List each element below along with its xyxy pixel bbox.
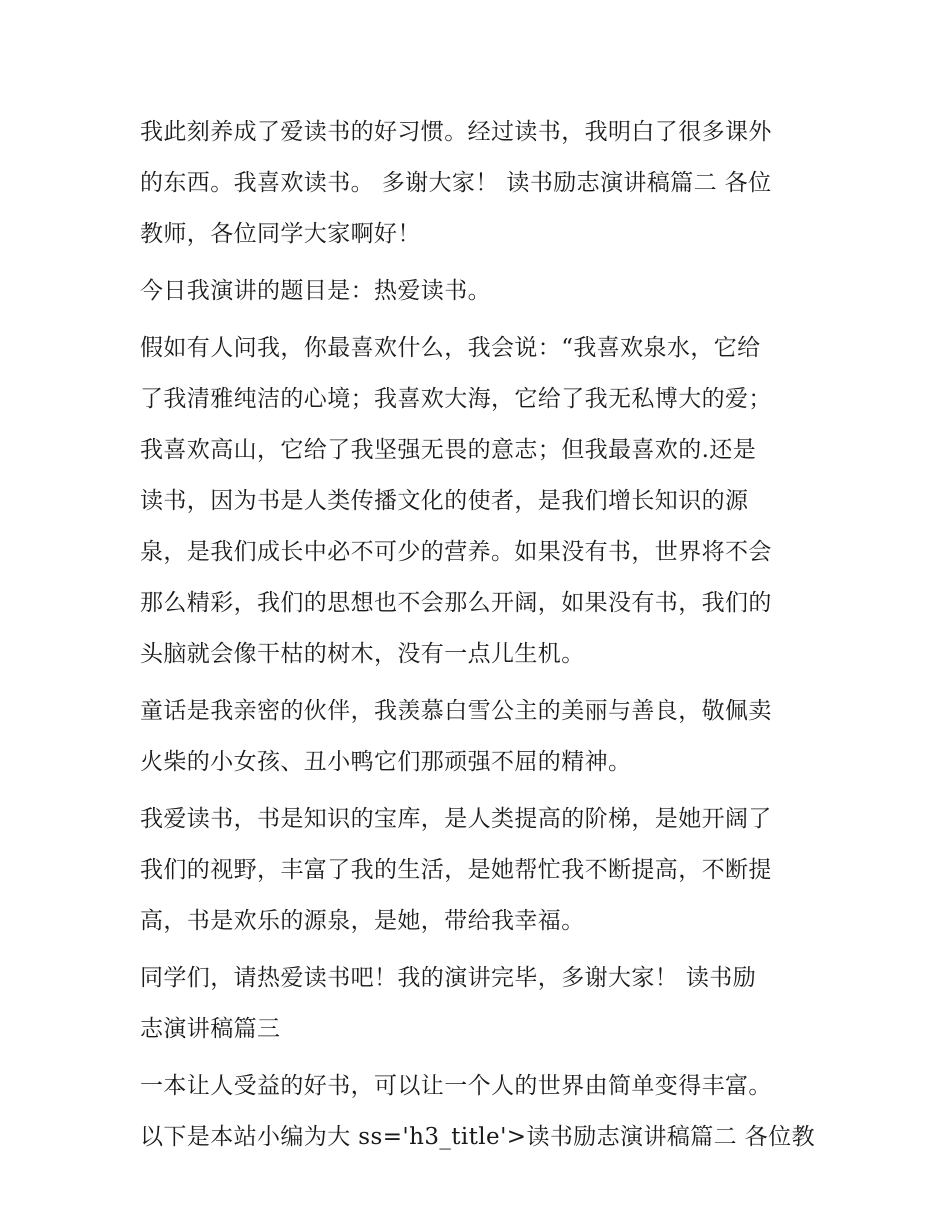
text-line: 火柴的小女孩、丑小鸭它们那顽强不屈的精神。 <box>140 749 632 775</box>
paragraph <box>140 266 820 317</box>
text-line: 教师，各位同学大家啊好！ <box>140 221 421 247</box>
text-line: 泉，是我们成长中必不可少的营养。如果没有书，世界将不会 <box>140 539 772 565</box>
text-line: 我们的视野，丰富了我的生活，是她帮忙我不断提高，不断提 <box>140 857 772 883</box>
text-line: 一本让人受益的好书，可以让一个人的世界由简单变得丰富。 <box>140 1073 772 1099</box>
text-line: 那么精彩，我们的思想也不会那么开阔，如果没有书，我们的 <box>140 590 772 616</box>
text-line: 我喜欢高山，它给了我坚强无畏的意志；但我最喜欢的.还是 <box>140 437 757 463</box>
paragraph <box>140 1061 820 1163</box>
text-line: 高，书是欢乐的源泉，是她，带给我幸福。 <box>140 908 585 934</box>
text-line: 同学们，请热爱读书吧！我的演讲完毕，多谢大家！ 读书励 <box>140 965 757 991</box>
paragraph <box>140 323 820 680</box>
document-body <box>140 107 820 1169</box>
text-line: 假如有人问我，你最喜欢什么，我会说：“我喜欢泉水，它给 <box>140 335 761 361</box>
text-line: 我爱读书，书是知识的宝库，是人类提高的阶梯，是她开阔了 <box>140 806 772 832</box>
paragraph <box>140 953 820 1055</box>
text-line: 读书，因为书是人类传播文化的使者，是我们增长知识的源 <box>140 488 749 514</box>
text-line: 了我清雅纯洁的心境；我喜欢大海，它给了我无私博大的爱； <box>140 386 772 412</box>
text-line: 的东西。我喜欢读书。 多谢大家！ 读书励志演讲稿篇二 各位 <box>140 170 772 196</box>
text-line: 以下是本站小编为大 ss='h3_title'>读书励志演讲稿篇二 各位教 <box>140 1124 815 1150</box>
text-line: 头脑就会像干枯的树木，没有一点儿生机。 <box>140 641 585 667</box>
text-line: 志演讲稿篇三 <box>140 1016 281 1042</box>
paragraph <box>140 686 820 788</box>
text-line: 今日我演讲的题目是：热爱读书。 <box>140 278 491 304</box>
paragraph <box>140 107 820 260</box>
text-line: 童话是我亲密的伙伴，我羡慕白雪公主的美丽与善良，敬佩卖 <box>140 698 772 724</box>
paragraph <box>140 794 820 947</box>
text-line: 我此刻养成了爱读书的好习惯。经过读书，我明白了很多课外 <box>140 119 772 145</box>
